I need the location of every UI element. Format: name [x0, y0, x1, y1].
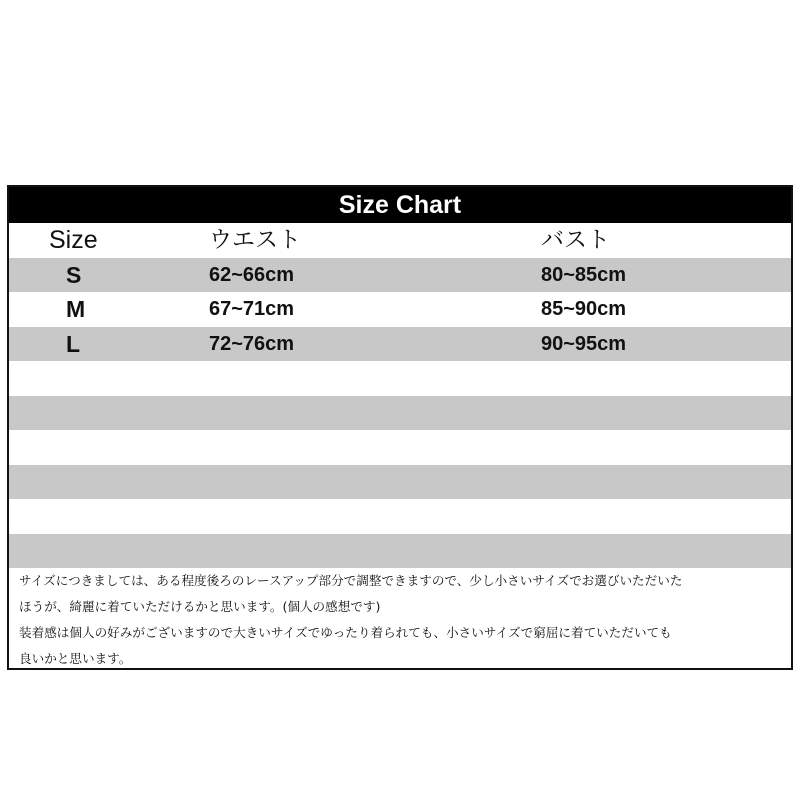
table-row [9, 292, 791, 327]
size-cell: M [66, 296, 86, 322]
note-line: 良いかと思います。 [19, 651, 132, 666]
empty-row [9, 499, 791, 534]
note-line: 装着感は個人の好みがございますので大きいサイズでゆったり着られても、小さいサイズで窮屈に着ていただいても [19, 625, 672, 640]
note-line: ほうが、綺麗に着ていただけるかと思います。(個人の感想です) [19, 599, 381, 614]
empty-row [9, 534, 791, 569]
note-line: サイズにつきましては、ある程度後ろのレースアップ部分で調整できますので、少し小さいサイズでお選びいただいた [19, 573, 683, 588]
column-header-size: Size [49, 226, 98, 254]
size-cell: S [66, 261, 82, 288]
table-row [9, 327, 791, 362]
bust-cell: 85~90cm [541, 298, 627, 320]
size-chart-table [7, 185, 793, 670]
empty-row [9, 396, 791, 431]
column-header-bust: バスト [541, 227, 610, 253]
bust-cell: 90~95cm [541, 332, 627, 355]
table-row [9, 258, 791, 293]
empty-row [9, 361, 791, 396]
size-chart-rows [9, 223, 791, 568]
column-header-waist: ウエスト [209, 227, 301, 253]
waist-cell: 67~71cm [209, 298, 295, 320]
size-chart-title: Size Chart [9, 187, 791, 223]
waist-cell: 62~66cm [209, 263, 295, 286]
bust-cell: 80~85cm [541, 263, 627, 286]
size-notes [19, 568, 783, 672]
waist-cell: 72~76cm [209, 332, 295, 355]
empty-row [9, 430, 791, 465]
header-row [9, 223, 791, 258]
empty-row [9, 465, 791, 500]
size-cell: L [66, 330, 81, 357]
